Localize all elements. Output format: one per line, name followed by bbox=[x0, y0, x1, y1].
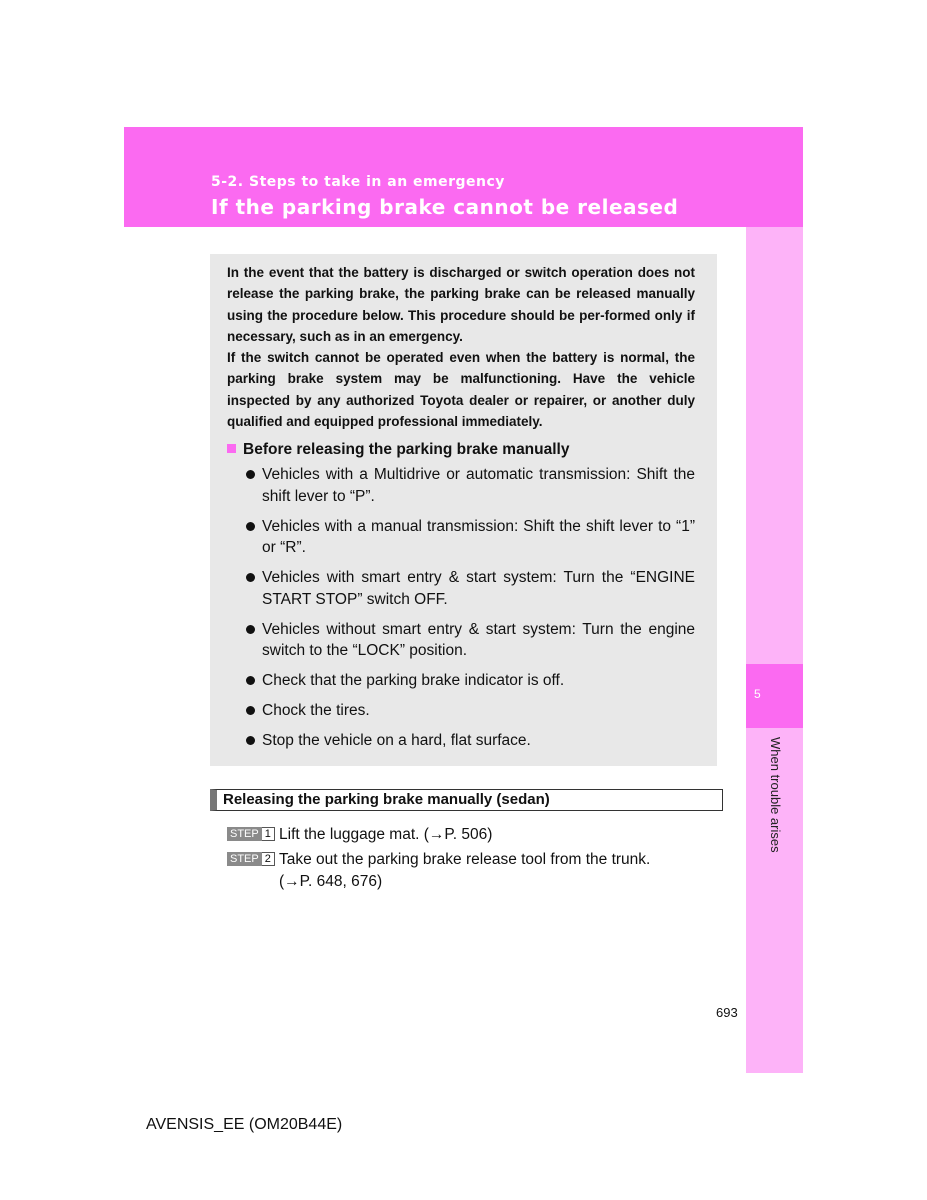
step-badge: STEP 1 bbox=[227, 827, 275, 841]
list-item: Vehicles without smart entry & start system: Turn the engine switch to the “LOCK” position. bbox=[246, 619, 695, 662]
intro-paragraph-1: In the event that the battery is discharged or switch operation does not release the parking brake, the parking brake can be released manually using the procedure below. This procedure should be per-formed only if necessary, such as in an emergency. bbox=[227, 265, 695, 344]
page-title: If the parking brake cannot be released bbox=[211, 195, 679, 219]
before-bullet-list bbox=[246, 464, 695, 760]
square-bullet-icon bbox=[227, 444, 236, 453]
sedan-heading-text: Releasing the parking brake manually (sedan) bbox=[223, 791, 550, 808]
before-heading bbox=[227, 441, 569, 459]
list-item: Vehicles with a manual transmission: Shift the shift lever to “1” or “R”. bbox=[246, 516, 695, 559]
bullet-dot-icon bbox=[246, 625, 255, 634]
list-item: Chock the tires. bbox=[246, 700, 695, 722]
before-heading-text: Before releasing the parking brake manually bbox=[243, 441, 570, 458]
list-item: Vehicles with smart entry & start system: Turn the “ENGINE START STOP” switch OFF. bbox=[246, 567, 695, 610]
list-item: Stop the vehicle on a hard, flat surface. bbox=[246, 730, 695, 752]
chapter-name: When trouble arises bbox=[768, 737, 783, 853]
bullet-dot-icon bbox=[246, 706, 255, 715]
list-item: Check that the parking brake indicator is off. bbox=[246, 670, 695, 692]
intro-paragraph-2: If the switch cannot be operated even when the battery is normal, the parking brake system may be malfunctioning. Have the vehicle inspected by any authorized Toyota dealer or repairer, or another duly qualified and equipped professional immediately. bbox=[227, 350, 695, 430]
chapter-number: 5 bbox=[754, 687, 761, 701]
bullet-dot-icon bbox=[246, 522, 255, 531]
sedan-section-heading bbox=[210, 789, 723, 811]
step-text: Take out the parking brake release tool from the trunk. (→P. 648, 676) bbox=[279, 851, 651, 890]
list-item: Vehicles with a Multidrive or automatic transmission: Shift the shift lever to “P”. bbox=[246, 464, 695, 507]
page-number: 693 bbox=[716, 1005, 738, 1020]
step-badge: STEP 2 bbox=[227, 852, 275, 866]
step-text: Lift the luggage mat. (→P. 506) bbox=[279, 826, 493, 843]
bullet-dot-icon bbox=[246, 736, 255, 745]
bullet-dot-icon bbox=[246, 676, 255, 685]
bullet-dot-icon bbox=[246, 573, 255, 582]
bullet-dot-icon bbox=[246, 470, 255, 479]
side-strip bbox=[746, 227, 803, 1073]
section-label: 5-2. Steps to take in an emergency bbox=[211, 174, 505, 190]
intro-text bbox=[227, 262, 695, 432]
footer-code: AVENSIS_EE (OM20B44E) bbox=[146, 1116, 343, 1133]
